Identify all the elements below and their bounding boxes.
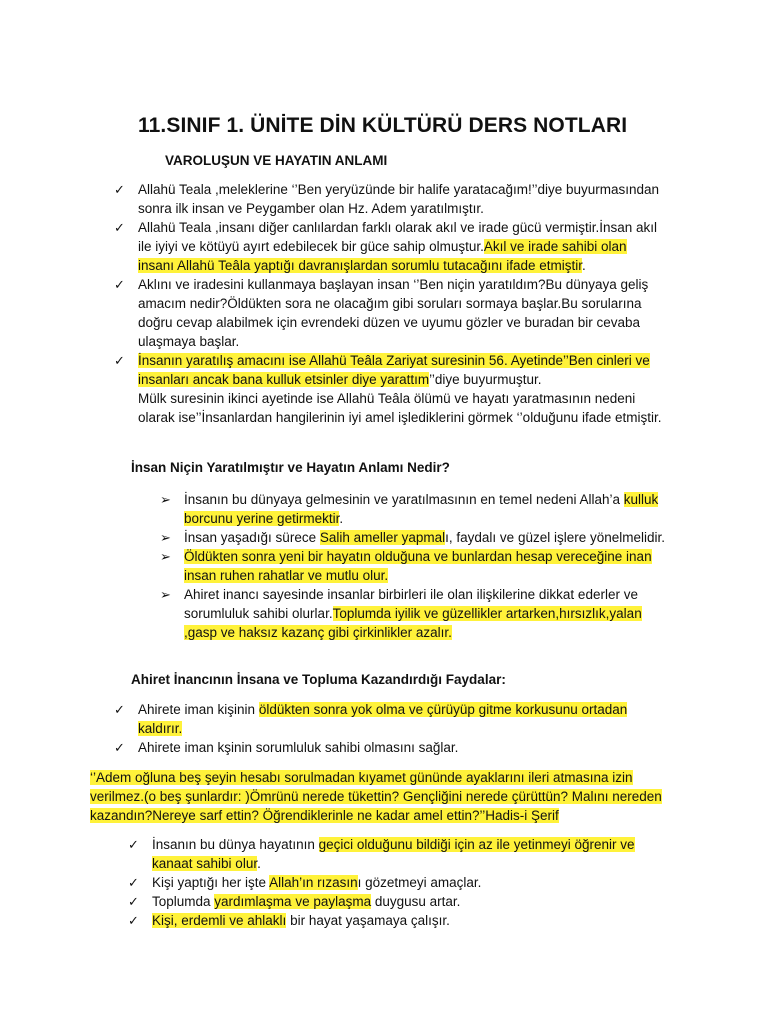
arrow-bullet-icon: ➢ <box>160 549 171 564</box>
page-title: 11.SINIF 1. ÜNİTE DİN KÜLTÜRÜ DERS NOTLARI <box>138 114 628 137</box>
list-item: ✓ Ahirete iman kişinin öldükten sonra yok olma ve çürüyüp gitme korkusunu ortadan kaldırır. <box>114 702 628 736</box>
list-item <box>158 547 678 585</box>
list-item: ✓ Toplumda yardımlaşma ve paylaşma duygusu artar. <box>128 894 461 909</box>
section-heading: İnsan Niçin Yaratılmıştır ve Hayatın Anlamı Nedir? <box>131 460 450 475</box>
outcomes-list <box>128 835 668 930</box>
purpose-list <box>158 490 678 642</box>
highlighted-text: geçici olduğunu bildiği için az ile yetinmeyi öğrenir ve kanaat sahibi olur <box>152 837 635 871</box>
highlighted-text: Öldükten sonra yeni bir hayatın olduğuna ve bunlardan hesap vereceğine inan insan ruhen rahatlar ve mutlu olur. <box>184 549 652 583</box>
list-item: ✓ İnsanın bu dünya hayatının geçici olduğunu bildiği için az ile yetinmeyi öğrenir ve kanaat sahibi olur. <box>128 837 635 871</box>
check-icon: ✓ <box>114 220 125 235</box>
list-item: ✓ Kişi yaptığı her işte Allah’ın rızasını gözetmeyi amaçlar. <box>128 875 482 890</box>
arrow-bullet-icon: ➢ <box>160 587 171 602</box>
highlighted-text: ‘’Adem oğluna beş şeyin hesabı sorulmadan kıyamet gününde ayaklarını ileri atmasına izin verilmez.(o beş şunlardır: )Ömrünü nerede tükettin? Gençliğini nerede çürüttün? Malını nereden kazandın?Nereye sarf ettin? Öğrendiklerinle ne kadar amel ettin?’’Hadis-i Şerif <box>90 770 662 823</box>
page-subtitle: VAROLUŞUN VE HAYATIN ANLAMI <box>165 153 388 168</box>
check-icon: ✓ <box>114 740 125 755</box>
check-icon: ✓ <box>114 353 125 368</box>
list-item: ✓ Ahirete iman kşinin sorumluluk sahibi olmasını sağlar. <box>114 740 459 755</box>
highlighted-text: Kişi, erdemli ve ahlaklı <box>152 913 287 928</box>
highlighted-text: Salih ameller yapmal <box>319 530 446 545</box>
list-item: ➢ Ahiret inancı sayesinde insanlar birbirleri ile olan ilişkilerine dikkat ederler ve sorumluluk sahibi olurlar.Toplumda iyilik ve güzellikler artarken,hırsızlık,yalan ,gasp ve haksız kazanç gibi çirkinlikler azalır. <box>160 587 642 640</box>
check-icon: ✓ <box>128 837 139 852</box>
check-icon: ✓ <box>114 277 125 292</box>
highlighted-text: İnsanın yaratılış amacını ise Allahü Teâla Zariyat suresinin 56. Ayetinde’’Ben cinleri ve insanları ancak bana kulluk etsinler diye yarattım <box>138 353 650 387</box>
check-icon: ✓ <box>128 894 139 909</box>
list-item: ➢ İnsanın bu dünyaya gelmesinin ve yaratılmasının en temel nedeni Allah’a kulluk borcunu yerine getirmektir. <box>160 492 659 526</box>
highlighted-text: Akıl ve irade sahibi olan insanı Allahü Teâla yaptığı davranışlardan sorumlu tutacağını ifade etmiştir <box>138 239 627 273</box>
list-item: ✓ Allahü Teala ,insanı diğer canlılardan farklı olarak akıl ve irade gücü vermiştir.İnsan akıl ile iyiyi ve kötüyü ayırt edebilecek bir güce sahip olmuştur.Akıl ve irade sahibi olan insanı Allahü Teâla yaptığı davranışlardan sorumlu tutacağını ifade etmiştir. <box>114 220 658 273</box>
check-icon: ✓ <box>114 702 125 717</box>
intro-list <box>114 180 662 427</box>
arrow-bullet-icon: ➢ <box>160 530 171 545</box>
list-item: ✓ Kişi, erdemli ve ahlaklı bir hayat yaşamaya çalışır. <box>128 913 450 928</box>
benefits-list <box>114 700 674 757</box>
section-heading: Ahiret İnancının İnsana ve Topluma Kazandırdığı Faydalar: <box>131 672 506 687</box>
hadith-quote <box>90 768 670 825</box>
list-item: ✓ Allahü Teala ,meleklerine ‘’Ben yeryüzünde bir halife yaratacağım!’’diye buyurmasından sonra ilk insan ve Peygamber olan Hz. Adem yaratılmıştır. <box>114 182 660 216</box>
arrow-bullet-icon: ➢ <box>160 492 171 507</box>
highlighted-text: yardımlaşma ve paylaşma <box>214 894 372 909</box>
highlighted-text: Toplumda iyilik ve güzellikler artarken,hırsızlık,yalan ,gasp ve haksız kazanç gibi çirkinlikler azalır. <box>184 606 642 640</box>
highlighted-text: kulluk borcunu yerine getirmektir <box>184 492 659 526</box>
list-item: ✓ İnsanın yaratılış amacını ise Allahü Teâla Zariyat suresinin 56. Ayetinde’’Ben cinleri ve insanları ancak bana kulluk etsinler diye yarattım’’diye buyurmuştur. Mülk suresinin ikinci ayetinde ise Allahü Teâla ölümü ve hayatı yaratmasının nedeni olarak ise’’İnsanlardan hangilerinin iyi amel işlediklerini görmek ‘’olduğunu ifade etmiştir. <box>114 353 662 425</box>
list-item: ➢ İnsan yaşadığı sürece Salih ameller yapmalı, faydalı ve güzel işlere yönelmelidir. <box>160 530 666 545</box>
list-item: ✓ Aklını ve iradesini kullanmaya başlayan insan ‘’Ben niçin yaratıldım?Bu dünyaya geliş amacım nedir?Öldükten sora ne olacağım gibi soruları sormaya başlar.Bu sorularına doğru cevap alabilmek için evrendeki düzen ve uyumu gözler ve buradan bir cevaba ulaşmaya başlar. <box>114 277 649 349</box>
highlighted-text: Allah’ın rızasın <box>269 875 358 890</box>
check-icon: ✓ <box>114 182 125 197</box>
check-icon: ✓ <box>128 875 139 890</box>
check-icon: ✓ <box>128 913 139 928</box>
highlighted-text: öldükten sonra yok olma ve çürüyüp gitme korkusunu ortadan kaldırır. <box>138 702 628 736</box>
